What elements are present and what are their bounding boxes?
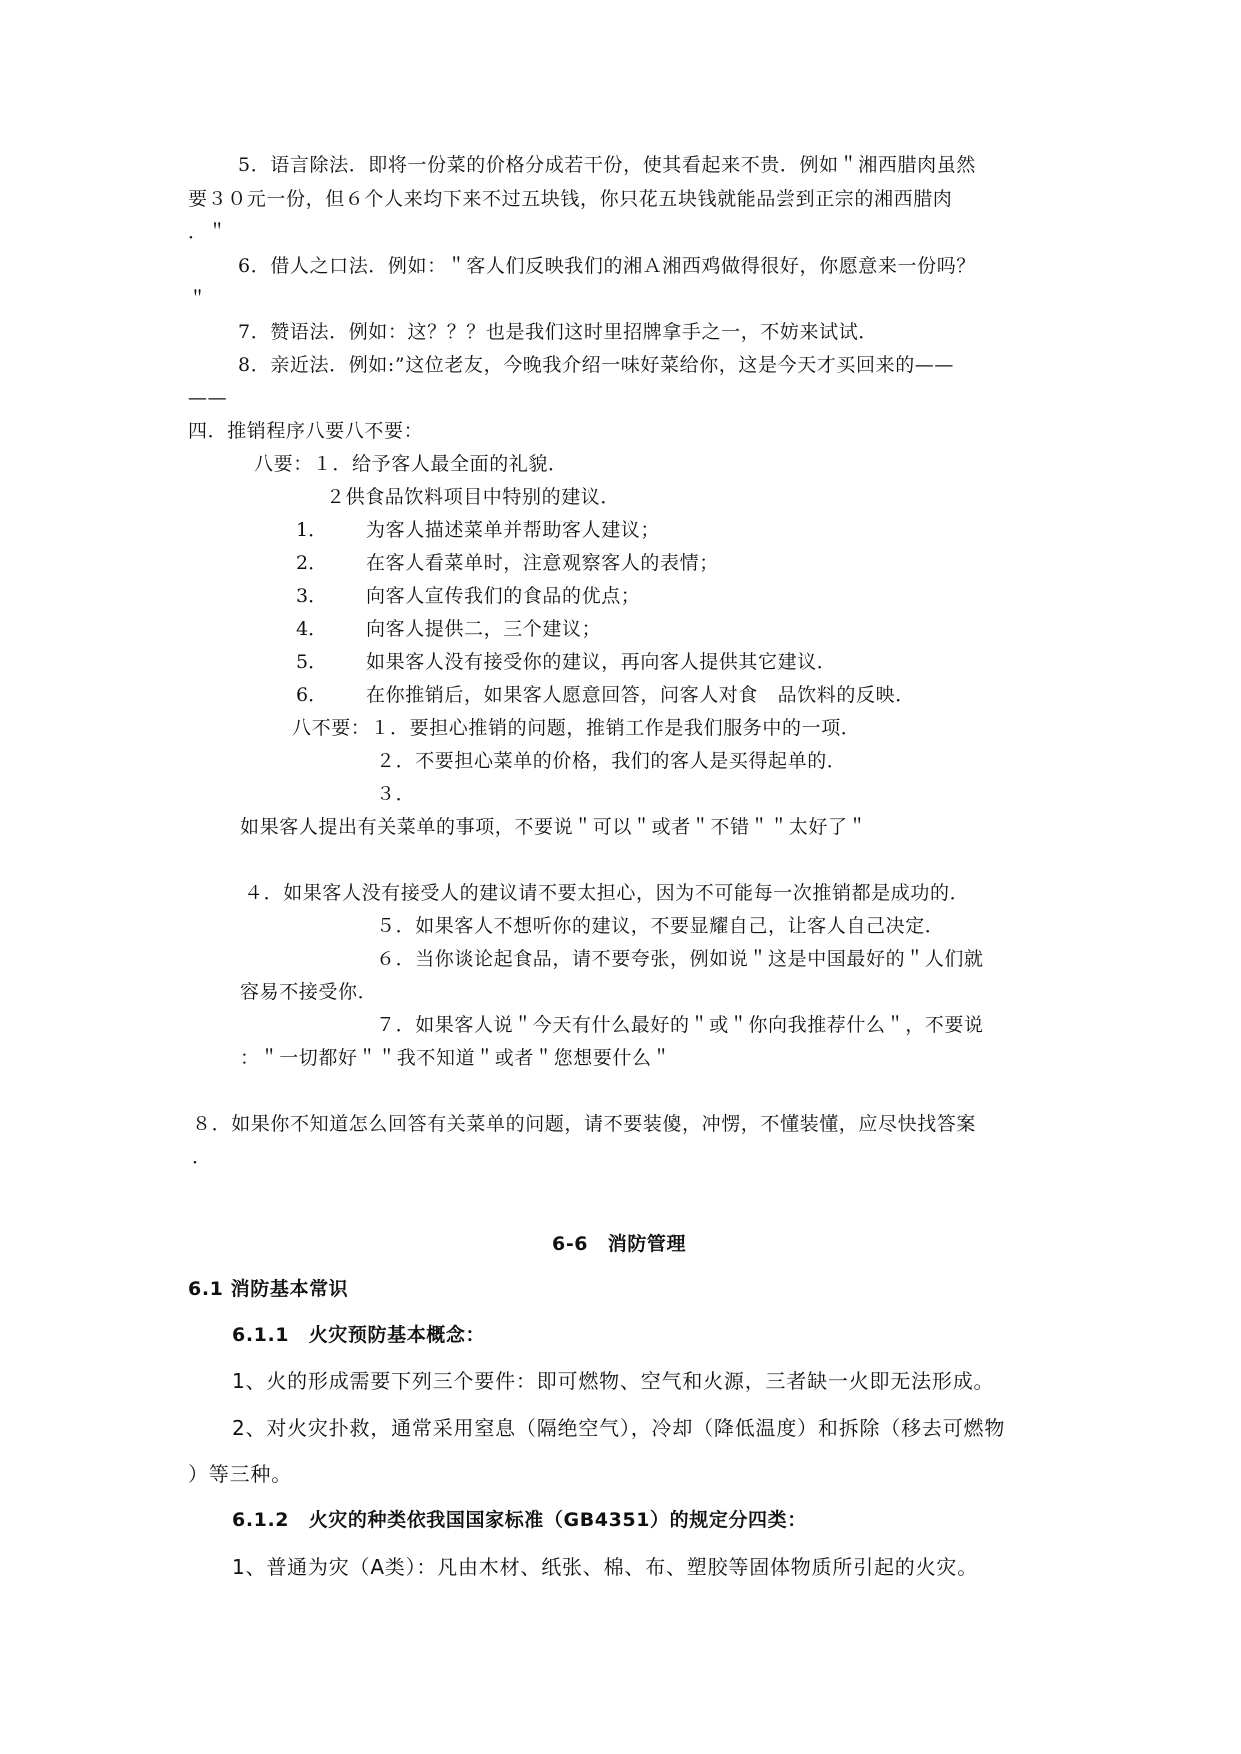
buyao-8-line1: ８．如果你不知道怎么回答有关菜单的问题，请不要装傻，冲愣，不懂装懂，应尽快找答案: [192, 1113, 977, 1135]
buyao-1: 八不要：１．要担心推销的问题，推销工作是我们服务中的一项．: [292, 717, 861, 739]
yao-list-num: 2．: [296, 552, 328, 574]
fire-section-title: 6-6 消防管理: [552, 1233, 687, 1255]
item8-line1: 8．亲近法．例如:”这位老友，今晚我介绍一味好菜给你，这是今天才买回来的——: [238, 354, 955, 376]
buyao-7-line1: ７．如果客人说＂今天有什么最好的＂或＂你向我推荐什么＂，不要说: [376, 1014, 984, 1036]
buyao-3-text: 如果客人提出有关菜单的事项，不要说＂可以＂或者＂不错＂＂太好了＂: [240, 816, 868, 838]
yao-list-text: 在你推销后，如果客人愿意回答，问客人对食 品饮料的反映．: [366, 684, 915, 706]
item5-line3: ．＂: [188, 221, 228, 243]
item6-line2: ＂: [188, 288, 208, 310]
item7: 7．赞语法．例如：这？？？也是我们这时里招牌拿手之一，不妨来试试．: [238, 321, 878, 343]
yao-list-num: 4．: [296, 618, 328, 640]
paragraph-1: 1、火的形成需要下列三个要件：即可燃物、空气和火源，三者缺一火即无法形成。: [232, 1369, 995, 1393]
yao-list-num: 3．: [296, 585, 328, 607]
section-four-heading: 四．推销程序八要八不要：: [188, 420, 424, 442]
buyao-7-line2: ：＂一切都好＂＂我不知道＂或者＂您想要什么＂: [240, 1047, 672, 1069]
heading-6-1-1: 6.1.1 火灾预防基本概念：: [232, 1324, 486, 1346]
yao-label-1: 八要：１．给予客人最全面的礼貌．: [254, 453, 568, 475]
heading-6-1-2: 6.1.2 火灾的种类依我国国家标准（GB4351）的规定分四类：: [232, 1509, 807, 1531]
yao-list-text: 向客人宣传我们的食品的优点；: [366, 585, 641, 607]
buyao-6-line1: ６．当你谈论起食品，请不要夸张，例如说＂这是中国最好的＂人们就: [376, 948, 984, 970]
yao-list-num: 1．: [296, 519, 328, 541]
paragraph-2-line2: ）等三种。: [188, 1462, 292, 1486]
item5-line2: 要３０元一份，但６个人来均下来不过五块钱，你只花五块钱就能品尝到正宗的湘西腊肉: [188, 188, 953, 210]
item5-line1: 5．语言除法．即将一份菜的价格分成若干份，使其看起来不贵．例如＂湘西腊肉虽然: [238, 154, 976, 176]
paragraph-3: 1、普通为灾（A类）：凡由木材、纸张、棉、布、塑胶等固体物质所引起的火灾。: [232, 1555, 979, 1579]
buyao-6-line2: 容易不接受你．: [240, 981, 378, 1003]
buyao-2: ２．不要担心菜单的价格，我们的客人是买得起单的．: [376, 750, 847, 772]
yao-2: ２供食品饮料项目中特别的建议．: [326, 486, 621, 508]
yao-list-num: 5．: [296, 651, 328, 673]
yao-list-num: 6．: [296, 684, 328, 706]
yao-list-text: 向客人提供二，三个建议；: [366, 618, 602, 640]
paragraph-2-line1: 2、对火灾扑救，通常采用窒息（隔绝空气），冷却（降低温度）和拆除（移去可燃物: [232, 1416, 1006, 1440]
buyao-3: ３．: [376, 783, 416, 805]
buyao-8-line2: ．: [192, 1146, 212, 1168]
item8-line2: ——: [188, 387, 228, 409]
yao-list-text: 在客人看菜单时，注意观察客人的表情；: [366, 552, 719, 574]
item6-line1: 6．借人之口法．例如：＂客人们反映我们的湘Ａ湘西鸡做得很好，你愿意来一份吗？: [238, 255, 976, 277]
yao-list-text: 为客人描述菜单并帮助客人建议；: [366, 519, 661, 541]
buyao-4: ４．如果客人没有接受人的建议请不要太担心，因为不可能每一次推销都是成功的．: [244, 882, 970, 904]
yao-list-text: 如果客人没有接受你的建议，再向客人提供其它建议．: [366, 651, 837, 673]
buyao-5: ５．如果客人不想听你的建议，不要显耀自己，让客人自己决定．: [376, 915, 945, 937]
heading-6-1: 6.1 消防基本常识: [188, 1278, 349, 1300]
